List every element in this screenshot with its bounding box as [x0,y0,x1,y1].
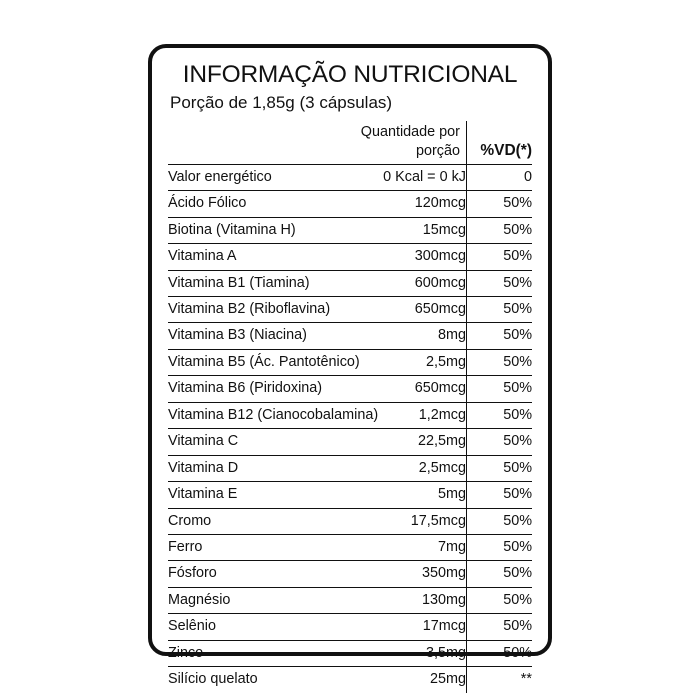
table-row [168,640,532,666]
table-header-row [168,121,532,164]
nutrient-daily-value: 50% [466,429,532,455]
nutrient-quantity: 2,5mcg [357,455,466,481]
nutrient-daily-value: 50% [466,508,532,534]
header-daily-value: %VD(*) [466,121,532,164]
table-row [168,508,532,534]
table-row [168,455,532,481]
nutrient-quantity: 120mcg [357,191,466,217]
nutrient-daily-value: 50% [466,402,532,428]
nutrient-quantity: 5mg [357,482,466,508]
nutrient-daily-value: 50% [466,561,532,587]
nutrient-quantity: 25mg [429,671,466,688]
nutrient-quantity: 8mg [357,323,466,349]
nutrient-daily-value: 50% [466,640,532,666]
nutrient-daily-value: 50% [466,270,532,296]
nutrient-name: Vitamina B2 (Riboflavina) [168,297,357,323]
table-row [168,349,532,375]
nutrient-daily-value: 50% [466,217,532,243]
nutrient-quantity: 17mcg [357,614,466,640]
nutrient-name: Vitamina E [168,482,357,508]
nutrient-name: Vitamina B3 (Niacina) [168,323,357,349]
table-row [168,164,532,190]
nutrient-quantity: 3,5mg [357,640,466,666]
table-row [168,270,532,296]
table-row [168,614,532,640]
panel-title: INFORMAÇÃO NUTRICIONAL [182,61,518,88]
table-row [168,429,532,455]
nutrient-name: Vitamina B6 (Piridoxina) [168,376,357,402]
table-row [168,376,532,402]
nutrient-quantity: 350mg [357,561,466,587]
nutrient-quantity: 1,2mcg [357,402,466,428]
nutrient-daily-value: 50% [466,297,532,323]
nutrient-quantity: 17,5mcg [357,508,466,534]
nutrient-quantity: 130mg [357,587,466,613]
nutrient-quantity: 300mcg [357,244,466,270]
nutrient-daily-value: 50% [466,614,532,640]
nutrient-name: Vitamina B1 (Tiamina) [168,270,357,296]
table-row [168,587,532,613]
nutrient-name: Fósforo [168,561,357,587]
nutrient-daily-value: 50% [466,534,532,560]
nutrition-table-body [168,121,532,693]
nutrient-name: Vitamina C [168,429,357,455]
nutrient-daily-value: 50% [466,323,532,349]
nutrient-name: Vitamina A [168,244,357,270]
nutrient-name: Cromo [168,508,357,534]
nutrient-quantity: 15mcg [357,217,466,243]
nutrient-quantity: 22,5mg [357,429,466,455]
nutrient-daily-value: 50% [466,376,532,402]
table-row [168,191,532,217]
nutrient-name: Vitamina D [168,455,357,481]
serving-size-text: Porção de 1,85g (3 cápsulas) [170,92,393,112]
nutrient-name: Vitamina B5 (Ác. Pantotênico) [168,349,357,375]
nutrient-quantity: 650mcg [357,297,466,323]
nutrition-facts-panel [148,44,552,688]
nutrient-quantity: 0 Kcal = 0 kJ [357,164,466,190]
nutrient-daily-value: 50% [466,244,532,270]
header-nutrient [168,121,357,164]
table-row [168,534,532,560]
nutrient-name: Biotina (Vitamina H) [168,217,357,243]
header-quantity: Quantidade por porção [357,121,466,164]
nutrient-name: Silício quelato [168,671,258,688]
nutrition-table [168,121,532,693]
table-row [168,323,532,349]
nutrient-daily-value: ** [466,667,532,693]
table-row [168,561,532,587]
nutrient-name: Selênio [168,614,357,640]
nutrient-daily-value: 0 [466,164,532,190]
nutrient-daily-value: 50% [466,191,532,217]
nutrient-quantity: 7mg [357,534,466,560]
table-row [168,217,532,243]
nutrient-name: Valor energético [168,164,357,190]
nutrient-daily-value: 50% [466,587,532,613]
table-row [168,667,532,693]
nutrient-name: Zinco [168,640,357,666]
nutrient-daily-value: 50% [466,455,532,481]
nutrient-quantity: 2,5mg [357,349,466,375]
nutrient-quantity: 600mcg [357,270,466,296]
nutrient-name: Magnésio [168,587,357,613]
nutrient-name: Ácido Fólico [168,191,357,217]
table-row [168,244,532,270]
nutrient-quantity: 650mcg [357,376,466,402]
nutrient-daily-value: 50% [466,482,532,508]
table-row [168,297,532,323]
table-row [168,482,532,508]
nutrient-name: Ferro [168,534,357,560]
table-row [168,402,532,428]
nutrient-name: Vitamina B12 (Cianocobalamina) [168,402,357,428]
nutrient-daily-value: 50% [466,349,532,375]
